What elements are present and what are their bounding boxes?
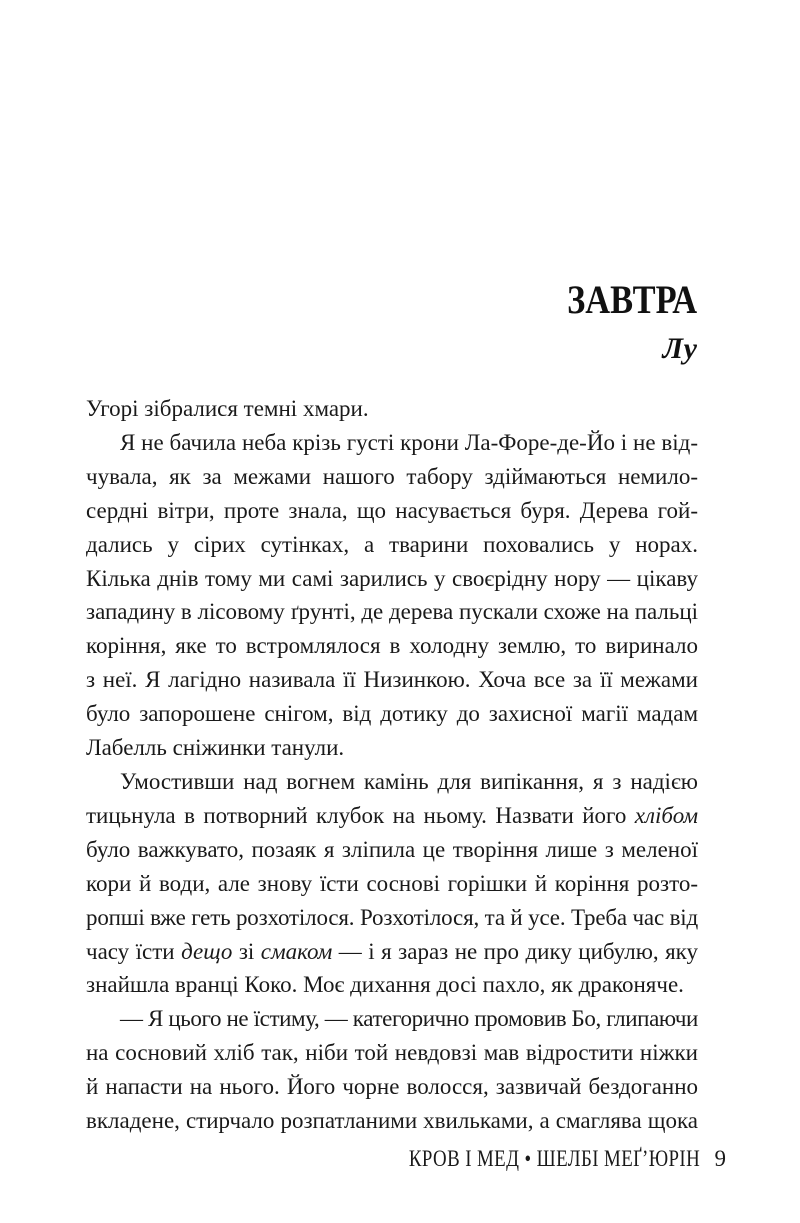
text-line: Угорі зібралися темні хмари. <box>86 396 369 421</box>
text-segment: — і я зараз не про дику цибулю, яку <box>332 938 699 964</box>
text-line <box>86 799 698 833</box>
text-line: ропші вже геть розхотілося. Розхотілося, та й усе. Треба час від <box>86 904 699 930</box>
text-line: кори й води, але знову їсти соснові горішки й коріння розто- <box>86 870 698 896</box>
text-line: було важкувато, позаяк я зліпила це творіння лише з меленої <box>86 836 698 862</box>
italic-word: смаком <box>260 938 333 964</box>
text-line: й напасти на нього. Його чорне волосся, зазвичай бездоганно <box>86 1074 698 1100</box>
text-line: чувала, як за межами нашого табору здіймаються немило- <box>86 463 698 489</box>
text-line: Умостивши над вогнем камінь для випікання, я з надією <box>120 768 698 794</box>
page-footer <box>345 1147 726 1170</box>
text-segment: тицьнула в потворний клубок на ньому. Назвати його <box>86 802 635 828</box>
text-line: було запорошене снігом, від дотику до захисної магії мадам <box>86 701 698 727</box>
text-line: Лабелль сніжинки танули. <box>86 735 345 761</box>
text-line: Кілька днів тому ми самі зарились у своєрідну нору — цікаву <box>86 565 698 591</box>
page-number: 9 <box>714 1146 726 1171</box>
text-line: — Я цього не їстиму, — категорично промовив Бо, глипаючи <box>120 1006 698 1032</box>
italic-word: дещо <box>181 938 233 964</box>
text-segment: часу їсти <box>86 938 182 964</box>
text-line: з неї. Я лагідно називала її Низинкою. Хоча все за її межами <box>86 667 698 693</box>
text-line: вкладене, стирчало розпатланими хвильками, а смаглява щока <box>86 1108 698 1134</box>
running-head: КРОВ І МЕД • ШЕЛБІ МЕҐ’ЮРІН <box>409 1146 701 1171</box>
chapter-narrator: Лу <box>662 332 697 365</box>
text-line: дались у сірих сутінках, а тварини поховались у норах. <box>86 531 698 557</box>
text-line: коріння, яке то встромлялося в холодну землю, то виринало <box>86 633 698 659</box>
text-line: сердні вітри, проте знала, що насувається буря. Дерева гой- <box>86 497 698 523</box>
text-segment: зі <box>232 938 261 964</box>
text-line: на сосновий хліб так, ніби той невдовзі мав відростити ніжки <box>86 1040 698 1066</box>
chapter-title: ЗАВТРА <box>567 277 697 322</box>
body-text <box>86 392 698 1138</box>
italic-word: хлібом <box>634 802 698 828</box>
text-line: Я не бачила неба крізь густі крони Ла-Форе-де-Йо і не від- <box>120 429 698 455</box>
text-line <box>86 935 698 969</box>
text-line: знайшла вранці Коко. Моє дихання досі пахло, як драконяче. <box>86 972 684 998</box>
text-line: западину в лісовому ґрунті, де дерева пускали схоже на пальці <box>86 599 698 625</box>
